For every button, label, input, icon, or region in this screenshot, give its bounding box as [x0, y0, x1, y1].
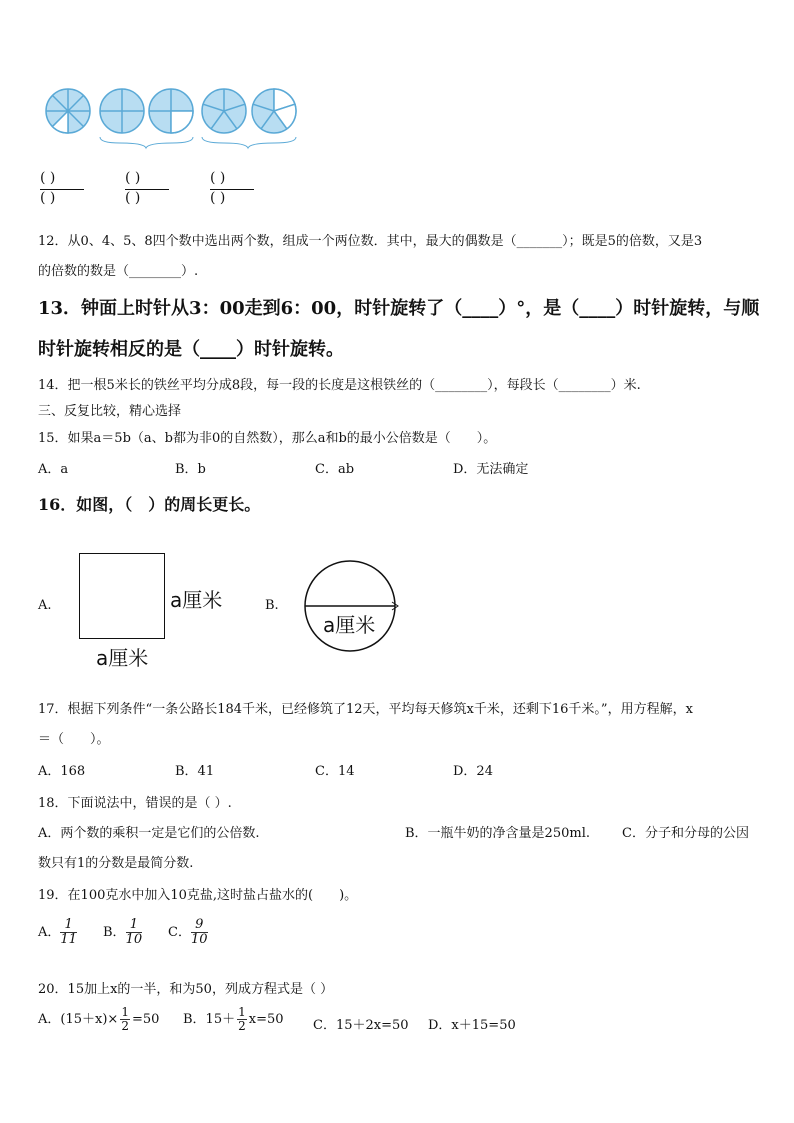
q12-line1: 12．从0、4、5、8四个数中选出两个数，组成一个两位数．其中，最大的偶数是（_______）；既是5的倍数，又是3 — [38, 234, 703, 249]
brace-1 — [100, 137, 193, 148]
fraction — [191, 918, 208, 947]
q20-option-c[interactable]: C．15＋2x=50 — [313, 1018, 409, 1033]
fraction — [60, 918, 77, 947]
q17-option-c[interactable]: C．14 — [315, 764, 355, 779]
q15-option-a[interactable]: A．a — [38, 462, 69, 477]
q18-option-b[interactable]: B．一瓶牛奶的净含量是250ml. — [405, 826, 590, 841]
numerator: 1 — [238, 1005, 246, 1019]
q19-text: 19．在100克水中加入10克盐,这时盐占盐水的( )。 — [38, 888, 358, 903]
q18-option-c-continued: 数只有1的分数是最简分数. — [38, 856, 194, 871]
fraction-half — [120, 1006, 130, 1033]
fraction-blank-denominator: ( ) — [210, 190, 226, 206]
q20-option-b[interactable] — [183, 1006, 284, 1033]
q17-option-d[interactable]: D．24 — [453, 764, 493, 779]
square-side-label: a厘米 — [170, 588, 223, 612]
square-figure — [79, 553, 165, 639]
fraction-blank-numerator: ( ) — [125, 170, 141, 186]
q13-line2: 时针旋转相反的是（____）时针旋转。 — [38, 339, 344, 360]
fraction-blank-denominator: ( ) — [125, 190, 141, 206]
denominator: 10 — [125, 932, 143, 947]
numerator: 1 — [121, 1005, 129, 1019]
q20-option-a[interactable] — [38, 1006, 159, 1033]
q18-text: 18．下面说法中，错误的是（ ）. — [38, 796, 232, 811]
q19-option-a[interactable] — [38, 918, 77, 947]
q17-line2: ＝（ ）。 — [38, 732, 110, 747]
denominator: 10 — [190, 932, 208, 947]
option-text: x=50 — [248, 1012, 284, 1027]
q17-option-b[interactable]: B．41 — [175, 764, 215, 779]
numerator: 1 — [60, 918, 77, 933]
fraction-blank-1[interactable] — [40, 170, 84, 218]
denominator: 11 — [60, 932, 77, 947]
q18-option-a[interactable]: A．两个数的乘积一定是它们的公倍数. — [38, 826, 260, 841]
q18-option-c[interactable]: C．分子和分母的公因 — [622, 826, 749, 841]
fraction-half — [237, 1006, 247, 1033]
fraction-blank-denominator: ( ) — [40, 190, 56, 206]
fraction-blank-numerator: ( ) — [210, 170, 226, 186]
option-text: B．15＋ — [183, 1012, 236, 1027]
q16-option-b[interactable]: B. — [265, 598, 279, 613]
q13-line1: 13．钟面上时针从3：00走到6：00，时针旋转了（____）°，是（____）时针旋转，与顺 — [38, 298, 760, 319]
fraction-circles-figure — [40, 85, 310, 150]
numerator: 1 — [126, 918, 143, 933]
denominator: 2 — [121, 1019, 129, 1033]
option-label: A． — [38, 925, 61, 940]
q19-option-b[interactable] — [103, 918, 142, 947]
circle-figure — [300, 558, 404, 654]
square-bottom-label: a厘米 — [96, 646, 149, 670]
brace-2 — [202, 137, 296, 148]
q14-text: 14．把一根5米长的铁丝平均分成8段，每一段的长度是这根铁丝的（________），每段长（________）米. — [38, 378, 641, 393]
fraction-blank-3[interactable] — [210, 170, 254, 218]
circle-eighths — [46, 89, 90, 133]
circle-fifths-1 — [202, 89, 246, 133]
q17-line1: 17．根据下列条件“一条公路长184千米，已经修筑了12天，平均每天修筑x千米，还剩下16千米。”，用方程解，x — [38, 702, 693, 717]
fraction — [126, 918, 143, 947]
option-label: C． — [168, 925, 191, 940]
section-title: 三、反复比较，精心选择 — [38, 404, 182, 419]
circle-quarters-1 — [100, 89, 144, 133]
numerator: 9 — [191, 918, 208, 933]
q15-option-d[interactable]: D．无法确定 — [453, 462, 529, 477]
fraction-blank-numerator: ( ) — [40, 170, 56, 186]
option-text: A．(15＋x)× — [38, 1012, 119, 1027]
q15-option-c[interactable]: C．ab — [315, 462, 355, 477]
q19-option-c[interactable] — [168, 918, 208, 947]
circle-diameter-label: a厘米 — [323, 613, 376, 637]
option-text: =50 — [131, 1012, 160, 1027]
option-label: B． — [103, 925, 126, 940]
q20-option-d[interactable]: D．x＋15=50 — [428, 1018, 516, 1033]
q16-text: 16．如图，（ ）的周长更长。 — [38, 495, 261, 514]
circle-fifths-2 — [252, 89, 296, 133]
q16-option-a[interactable]: A. — [38, 598, 52, 613]
denominator: 2 — [238, 1019, 246, 1033]
q15-option-b[interactable]: B．b — [175, 462, 206, 477]
q17-option-a[interactable]: A．168 — [38, 764, 86, 779]
circle-quarters-2 — [149, 89, 193, 133]
q20-text: 20．15加上x的一半，和为50，列成方程式是（ ） — [38, 982, 334, 997]
fraction-blank-2[interactable] — [125, 170, 169, 218]
q15-text: 15．如果a＝5b（a、b都为非0的自然数），那么a和b的最小公倍数是（ ）。 — [38, 431, 497, 446]
q12-line2: 的倍数的数是（________）. — [38, 264, 199, 279]
